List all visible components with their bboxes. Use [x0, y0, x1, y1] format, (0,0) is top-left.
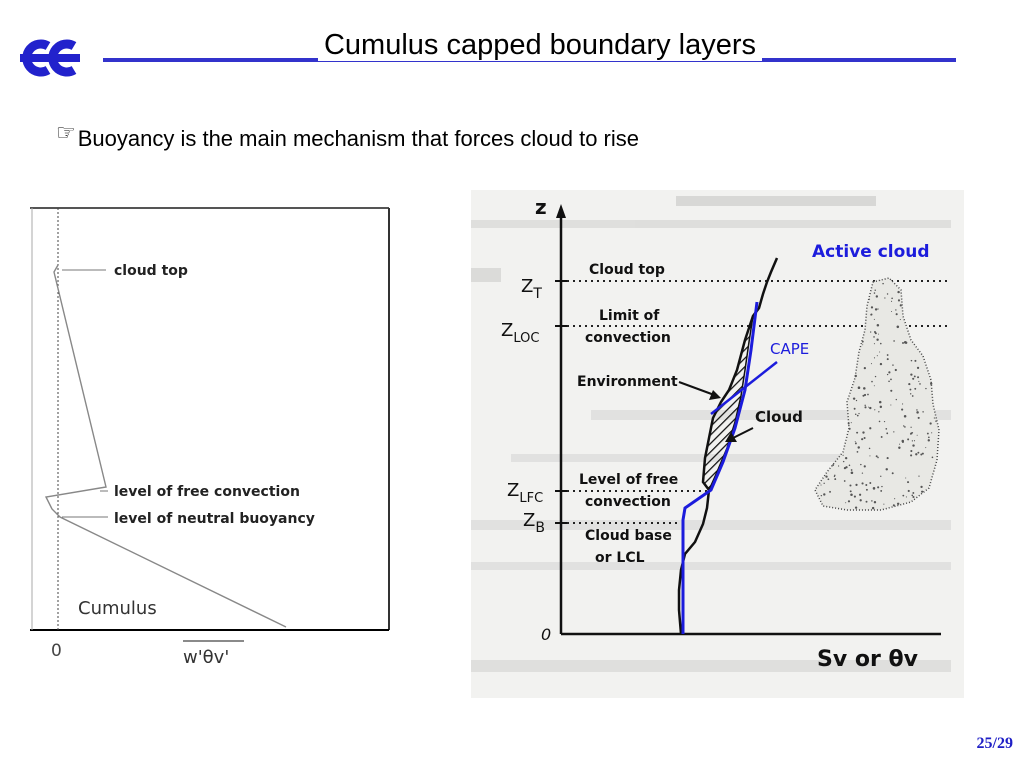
lfc-label-1: Level of free [579, 472, 679, 488]
stipple-dot [876, 295, 878, 297]
stipple-dot [898, 299, 900, 301]
stipple-dot [914, 388, 916, 390]
stipple-dot [904, 341, 907, 344]
stipple-dot [904, 415, 907, 418]
stipple-dot [855, 442, 857, 444]
stipple-dot [907, 438, 909, 440]
stipple-dot [855, 507, 857, 509]
zloc-label: $Z_{LOC}$ [501, 320, 540, 346]
cloud-label: Cloud [755, 408, 803, 426]
stipple-dot [877, 324, 880, 327]
stipple-dot [844, 480, 846, 482]
stipple-dot [902, 440, 905, 443]
stipple-dot [880, 343, 882, 345]
stipple-dot [875, 308, 877, 310]
stipple-dot [883, 504, 884, 505]
stipple-dot [902, 342, 904, 344]
stipple-dot [869, 455, 870, 456]
stipple-dot [922, 411, 923, 412]
stipple-dot [886, 432, 888, 434]
stipple-dot [892, 364, 893, 365]
stipple-dot [887, 293, 888, 294]
zb-label: $Z_B$ [523, 510, 545, 536]
stipple-dot [908, 490, 910, 492]
stipple-dot [838, 465, 839, 466]
stipple-dot [917, 435, 918, 436]
stipple-dot [834, 476, 835, 477]
stipple-dot [871, 363, 872, 364]
stipple-dot [893, 340, 895, 342]
stipple-dot [895, 369, 897, 371]
lfc-label: level of free convection [114, 484, 300, 500]
stipple-dot [874, 501, 876, 503]
stipple-dot [871, 500, 873, 502]
stipple-dot [914, 360, 916, 362]
stipple-dot [918, 381, 919, 382]
cape-label: CAPE [770, 340, 810, 358]
stipple-dot [891, 311, 892, 312]
stipple-dot [906, 496, 907, 497]
stipple-dot [907, 481, 909, 483]
stipple-dot [904, 426, 906, 428]
stipple-dot [875, 376, 876, 377]
stipple-dot [866, 501, 868, 503]
stipple-dot [881, 486, 882, 487]
stipple-dot [859, 494, 861, 496]
stipple-dot [905, 477, 906, 478]
stipple-dot [891, 301, 892, 302]
stipple-dot [851, 471, 854, 474]
stipple-dot [920, 454, 922, 456]
stipple-dot [869, 299, 870, 300]
stipple-dot [887, 374, 888, 375]
stipple-dot [849, 465, 851, 467]
stipple-dot [874, 319, 875, 320]
stipple-dot [884, 297, 885, 298]
stipple-dot [858, 413, 859, 414]
stipple-dot [862, 341, 864, 343]
stipple-dot [843, 455, 844, 456]
stipple-dot [898, 447, 900, 449]
stipple-dot [872, 507, 874, 509]
stipple-dot [877, 457, 879, 459]
stipple-dot [893, 431, 894, 432]
stipple-dot [930, 422, 932, 424]
stipple-dot [850, 490, 852, 492]
stipple-dot [935, 420, 937, 422]
stipple-dot [869, 427, 871, 429]
stipple-dot [910, 427, 911, 428]
cloud-top-label: cloud top [114, 263, 188, 279]
stipple-dot [849, 484, 851, 486]
stipple-dot [820, 484, 821, 485]
stipple-dot [864, 405, 865, 406]
stipple-dot [877, 355, 878, 356]
stipple-dot [855, 484, 857, 486]
stipple-dot [912, 378, 914, 380]
stipple-dot [911, 494, 913, 496]
stipple-dot [860, 464, 861, 465]
stipple-dot [902, 403, 903, 404]
x-axis-label: Sv or θv [817, 647, 918, 672]
stipple-dot [864, 437, 866, 439]
stipple-dot [864, 367, 866, 369]
active-cloud-label: Active cloud [812, 242, 930, 262]
stipple-dot [850, 494, 853, 497]
pointing-hand-icon: ☞ [56, 121, 76, 146]
stipple-dot [917, 452, 919, 454]
stipple-dot [896, 313, 898, 315]
stipple-dot [845, 502, 846, 503]
stipple-dot [887, 354, 889, 356]
stipple-dot [879, 421, 881, 423]
stipple-dot [880, 490, 882, 492]
stipple-dot [856, 400, 857, 401]
stipple-dot [910, 373, 912, 375]
stipple-dot [910, 389, 912, 391]
stipple-dot [878, 411, 879, 412]
stipple-dot [858, 446, 860, 448]
stipple-dot [930, 383, 932, 385]
zero-label: 0 [51, 641, 62, 661]
limit-label-1: Limit of [599, 308, 660, 324]
origin-label: 0 [541, 625, 552, 644]
stipple-dot [910, 454, 912, 456]
stipple-dot [910, 393, 911, 394]
stipple-dot [912, 395, 914, 397]
stipple-dot [871, 306, 873, 308]
title-rule [103, 58, 956, 62]
stipple-dot [932, 457, 934, 459]
page-number: 25/29 [976, 735, 1013, 752]
stipple-dot [874, 385, 875, 386]
stipple-dot [896, 399, 897, 400]
stipple-dot [897, 326, 900, 329]
stipple-dot [917, 376, 919, 378]
stipple-dot [862, 344, 863, 345]
stipple-dot [862, 472, 863, 473]
stipple-dot [887, 457, 889, 459]
stipple-dot [927, 433, 929, 435]
stipple-dot [880, 476, 881, 477]
stipple-dot [881, 436, 883, 438]
stipple-dot [853, 397, 855, 399]
stipple-dot [857, 451, 859, 453]
bullet-item [56, 121, 639, 152]
stipple-dot [910, 433, 912, 435]
stipple-dot [893, 504, 895, 506]
stipple-dot [879, 401, 882, 404]
stipple-dot [867, 394, 869, 396]
stipple-dot [861, 438, 863, 440]
stipple-dot [877, 486, 879, 488]
stipple-dot [931, 432, 932, 433]
stipple-dot [888, 371, 890, 373]
stipple-dot [894, 498, 895, 499]
stipple-dot [874, 331, 876, 333]
stipple-dot [871, 381, 873, 383]
stipple-dot [880, 406, 882, 408]
stipple-dot [885, 428, 887, 430]
stipple-dot [860, 499, 862, 501]
stipple-dot [876, 339, 878, 341]
stipple-dot [915, 453, 917, 455]
stipple-dot [918, 476, 919, 477]
x-axis-label: w'θv' [183, 647, 230, 668]
stipple-dot [921, 491, 923, 493]
parcel-ascent-figure [471, 190, 964, 698]
stipple-dot [882, 283, 884, 285]
stipple-dot [902, 495, 904, 497]
stipple-dot [873, 336, 875, 338]
stipple-dot [890, 404, 891, 405]
stipple-dot [866, 489, 868, 491]
zlfc-label: $Z_{LFC}$ [507, 480, 544, 506]
stipple-dot [858, 386, 861, 389]
stipple-dot [912, 440, 913, 441]
active-cloud-drawing [815, 278, 939, 510]
stipple-dot [934, 417, 935, 418]
stipple-dot [899, 444, 900, 445]
stipple-dot [849, 428, 851, 430]
z-axis-label: z [535, 195, 547, 219]
stipple-dot [900, 319, 901, 320]
stipple-dot [874, 409, 875, 410]
stipple-dot [891, 297, 893, 299]
stipple-dot [890, 390, 892, 392]
stipple-dot [919, 383, 921, 385]
bullet-text: Buoyancy is the main mechanism that forces cloud to rise [77, 126, 639, 151]
stipple-dot [912, 496, 914, 498]
stipple-dot [917, 367, 919, 369]
stipple-dot [848, 500, 850, 502]
stipple-dot [865, 484, 867, 486]
stipple-dot [914, 440, 915, 441]
lnb-label: level of neutral buoyancy [114, 511, 315, 527]
stipple-dot [874, 357, 875, 358]
cloud-base-label-1: Cloud base [585, 528, 672, 544]
stipple-dot [890, 379, 892, 381]
stipple-dot [918, 417, 920, 419]
stipple-dot [928, 436, 930, 438]
stipple-dot [884, 421, 885, 422]
stipple-dot [888, 380, 890, 382]
stipple-dot [861, 482, 863, 484]
stipple-dot [871, 314, 873, 316]
stipple-dot [901, 409, 903, 411]
stipple-dot [925, 388, 926, 389]
stipple-dot [864, 465, 866, 467]
stipple-dot [920, 486, 922, 488]
stipple-dot [834, 478, 836, 480]
stipple-dot [869, 448, 871, 450]
stipple-dot [903, 425, 904, 426]
stipple-dot [876, 455, 878, 457]
stipple-dot [832, 464, 834, 466]
stipple-dot [843, 461, 844, 462]
stipple-dot [875, 290, 876, 291]
stipple-dot [851, 422, 852, 423]
stipple-dot [823, 493, 825, 495]
stipple-dot [845, 466, 847, 468]
stipple-dot [854, 496, 856, 498]
zt-label: $Z_T$ [521, 276, 542, 302]
limit-label-2: convection [585, 330, 671, 346]
stipple-dot [869, 482, 871, 484]
stipple-dot [886, 468, 888, 470]
stipple-dot [868, 407, 869, 408]
stipple-dot [914, 375, 916, 377]
buoyancy-flux-figure [28, 197, 400, 672]
stipple-dot [897, 291, 899, 293]
cloud-base-label-2: or LCL [595, 550, 645, 566]
stipple-dot [916, 411, 919, 414]
stipple-dot [874, 343, 875, 344]
slide-title: Cumulus capped boundary layers [0, 27, 1024, 63]
stipple-dot [878, 334, 879, 335]
stipple-dot [821, 495, 822, 496]
stipple-dot [916, 409, 917, 410]
stipple-dot [895, 309, 896, 310]
stipple-dot [912, 492, 914, 494]
stipple-dot [848, 423, 850, 425]
stipple-dot [857, 415, 859, 417]
cloud-top-label: Cloud top [589, 262, 665, 278]
stipple-dot [855, 375, 857, 377]
stipple-dot [874, 292, 876, 294]
lfc-label-2: convection [585, 494, 671, 510]
stipple-dot [829, 491, 831, 493]
stipple-dot [911, 360, 913, 362]
stipple-dot [862, 431, 864, 433]
stipple-dot [908, 383, 910, 385]
stipple-dot [925, 447, 926, 448]
stipple-dot [910, 450, 912, 452]
stipple-dot [825, 475, 827, 477]
stipple-dot [823, 483, 824, 484]
stipple-dot [880, 363, 882, 365]
stipple-dot [870, 331, 871, 332]
stipple-dot [877, 308, 878, 309]
stipple-dot [855, 413, 857, 415]
stipple-dot [854, 408, 856, 410]
stipple-dot [892, 472, 894, 474]
environment-label: Environment [577, 374, 678, 390]
stipple-dot [869, 407, 871, 409]
stipple-dot [863, 387, 866, 390]
stipple-dot [827, 478, 829, 480]
stipple-dot [851, 469, 853, 471]
stipple-dot [873, 487, 876, 490]
ecmwf-logo-icon [14, 36, 86, 80]
stipple-dot [900, 304, 902, 306]
stipple-dot [887, 358, 889, 360]
stipple-dot [928, 439, 930, 441]
stipple-dot [855, 441, 856, 442]
stipple-dot [845, 457, 847, 459]
cumulus-label: Cumulus [78, 598, 157, 619]
stipple-dot [912, 444, 914, 446]
stipple-dot [879, 351, 880, 352]
stipple-dot [897, 503, 899, 505]
stipple-dot [864, 406, 866, 408]
stipple-dot [862, 395, 864, 397]
stipple-dot [856, 432, 858, 434]
